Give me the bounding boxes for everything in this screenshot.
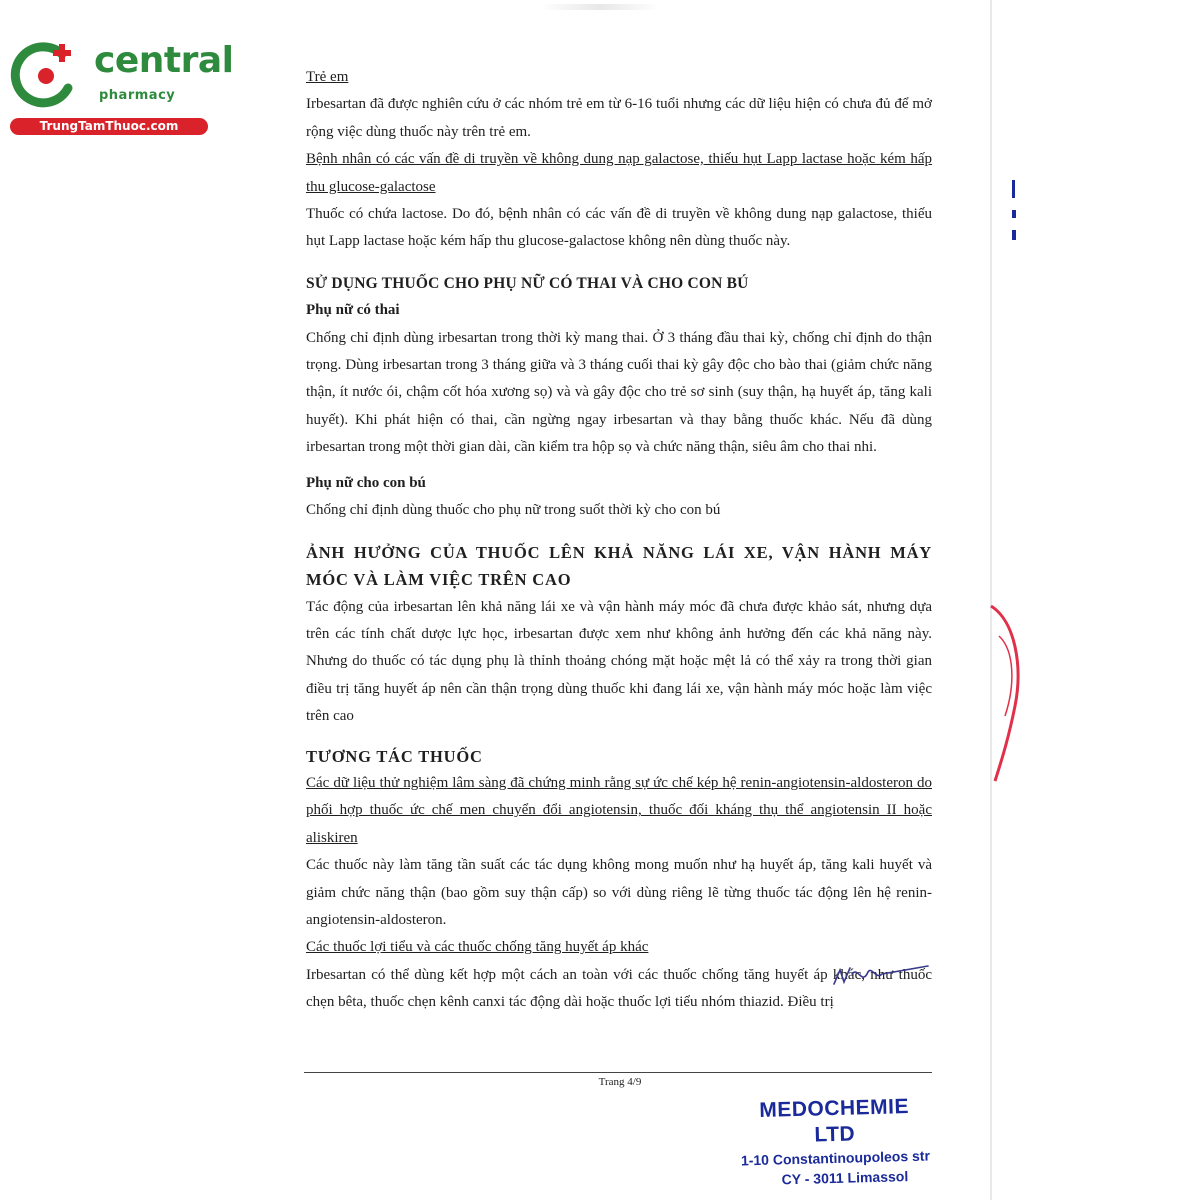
website-badge: TrungTamThuoc.com xyxy=(10,118,208,135)
pregnancy-section-title: SỬ DỤNG THUỐC CHO PHỤ NỮ CÓ THAI VÀ CHO CON BÚ xyxy=(306,274,749,292)
interaction-section-title: TƯƠNG TÁC THUỐC xyxy=(306,746,483,766)
lactose-text: Thuốc có chứa lactose. Do đó, bệnh nhân có các vấn đề di truyền về không dung nạp galactose, thiếu hụt Lapp lactase hoặc kém hấp thu glucose-galactose không nên dùng thuốc này. xyxy=(306,206,932,250)
stamp-address-street: 1-10 Constantinoupoleos str xyxy=(740,1147,931,1169)
breastfeeding-heading: Phụ nữ cho con bú xyxy=(306,474,426,491)
red-seal-stamp xyxy=(985,596,1025,786)
footer-divider xyxy=(304,1072,932,1073)
scan-artifact xyxy=(540,4,660,10)
brand-name: central xyxy=(94,40,234,81)
lactose-heading: Bệnh nhân có các vấn đề di truyền về không dung nạp galactose, thiếu hụt Lapp lactase hoặc kém hấp thu glucose-galactose xyxy=(306,151,932,195)
children-text: Irbesartan đã được nghiên cứu ở các nhóm trẻ em từ 6-16 tuổi nhưng các dữ liệu hiện có chưa đủ để mở rộng việc dùng thuốc này trên trẻ em. xyxy=(306,96,932,140)
pregnant-heading: Phụ nữ có thai xyxy=(306,302,400,319)
children-heading: Trẻ em xyxy=(306,69,349,85)
central-pharmacy-logo xyxy=(10,40,234,140)
page-number: Trang 4/9 xyxy=(598,1076,642,1088)
stamp-address-city: CY - 3011 Limassol xyxy=(781,1168,909,1188)
pharmacy-cross-icon xyxy=(10,40,82,112)
breastfeeding-text: Chống chỉ định dùng thuốc cho phụ nữ trong suốt thời kỳ cho con bú xyxy=(306,502,721,519)
document-body xyxy=(306,64,932,1017)
diuretics-heading: Các thuốc lợi tiểu và các thuốc chống tăng huyết áp khác xyxy=(306,939,649,956)
brand-subtitle: pharmacy xyxy=(99,88,176,103)
company-stamp xyxy=(739,1094,931,1191)
driving-text: Tác động của irbesartan lên khả năng lái xe và vận hành máy móc đã chưa được khảo sát, nhưng dựa trên các tính chất dược lực học, irbesartan được xem như không ảnh hưởng đến các khả năng này. Nhưng do thuốc có tác dụng phụ là thỉnh thoảng chóng mặt hoặc mệt lả có thể xảy ra trong thời gian điều trị tăng huyết áp nên cần thận trọng dùng thuốc khi đang lái xe, vận hành máy móc hoặc làm việc trên cao xyxy=(306,598,932,725)
handwritten-signature xyxy=(830,962,930,992)
stamp-company-name: MEDOCHEMIE LTD xyxy=(759,1095,910,1147)
diuretics-text: Irbesartan có thể dùng kết hợp một cách an toàn với các thuốc chống tăng huyết áp khác, như thuốc chẹn bêta, thuốc chẹn kênh canxi tác động dài hoặc thuốc lợi tiểu nhóm thiazid. Điều trị xyxy=(306,966,932,1011)
driving-section-title: ẢNH HƯỞNG CỦA THUỐC LÊN KHẢ NĂNG LÁI XE, VẬN HÀNH MÁY MÓC VÀ LÀM VIỆC TRÊN CAO xyxy=(306,542,932,589)
edge-marks xyxy=(1008,180,1022,250)
raas-heading: Các dữ liệu thử nghiệm lâm sàng đã chứng minh rằng sự ức chế kép hệ renin-angiotensin-aldosteron do phối hợp thuốc ức chế men chuyển đổi angiotensin, thuốc đối kháng thụ thể angiotensin II hoặc aliskiren xyxy=(306,775,932,846)
pregnant-text: Chống chỉ định dùng irbesartan trong thời kỳ mang thai. Ở 3 tháng đầu thai kỳ, chống chỉ định do thận trọng. Dùng irbesartan trong 3 tháng giữa và 3 tháng cuối thai kỳ gây độc cho bào thai (giảm chức năng thận, ít nước ói, chậm cốt hóa xương sọ) và và gây độc cho trẻ sơ sinh (suy thận, hạ huyết áp, tăng kali huyết). Khi phát hiện có thai, cần ngừng ngay irbesartan và thay bằng thuốc khác. Nếu đã dùng irbesartan trong một thời gian dài, cần kiểm tra hộp sọ và chức năng thận, siêu âm cho thai nhi. xyxy=(306,329,932,456)
raas-text: Các thuốc này làm tăng tần suất các tác dụng không mong muốn như hạ huyết áp, tăng kali huyết và giảm chức năng thận (bao gồm suy thận cấp) so với dùng riêng lẽ từng thuốc tác động lên hệ renin-angiotensin-aldosteron. xyxy=(306,857,932,929)
